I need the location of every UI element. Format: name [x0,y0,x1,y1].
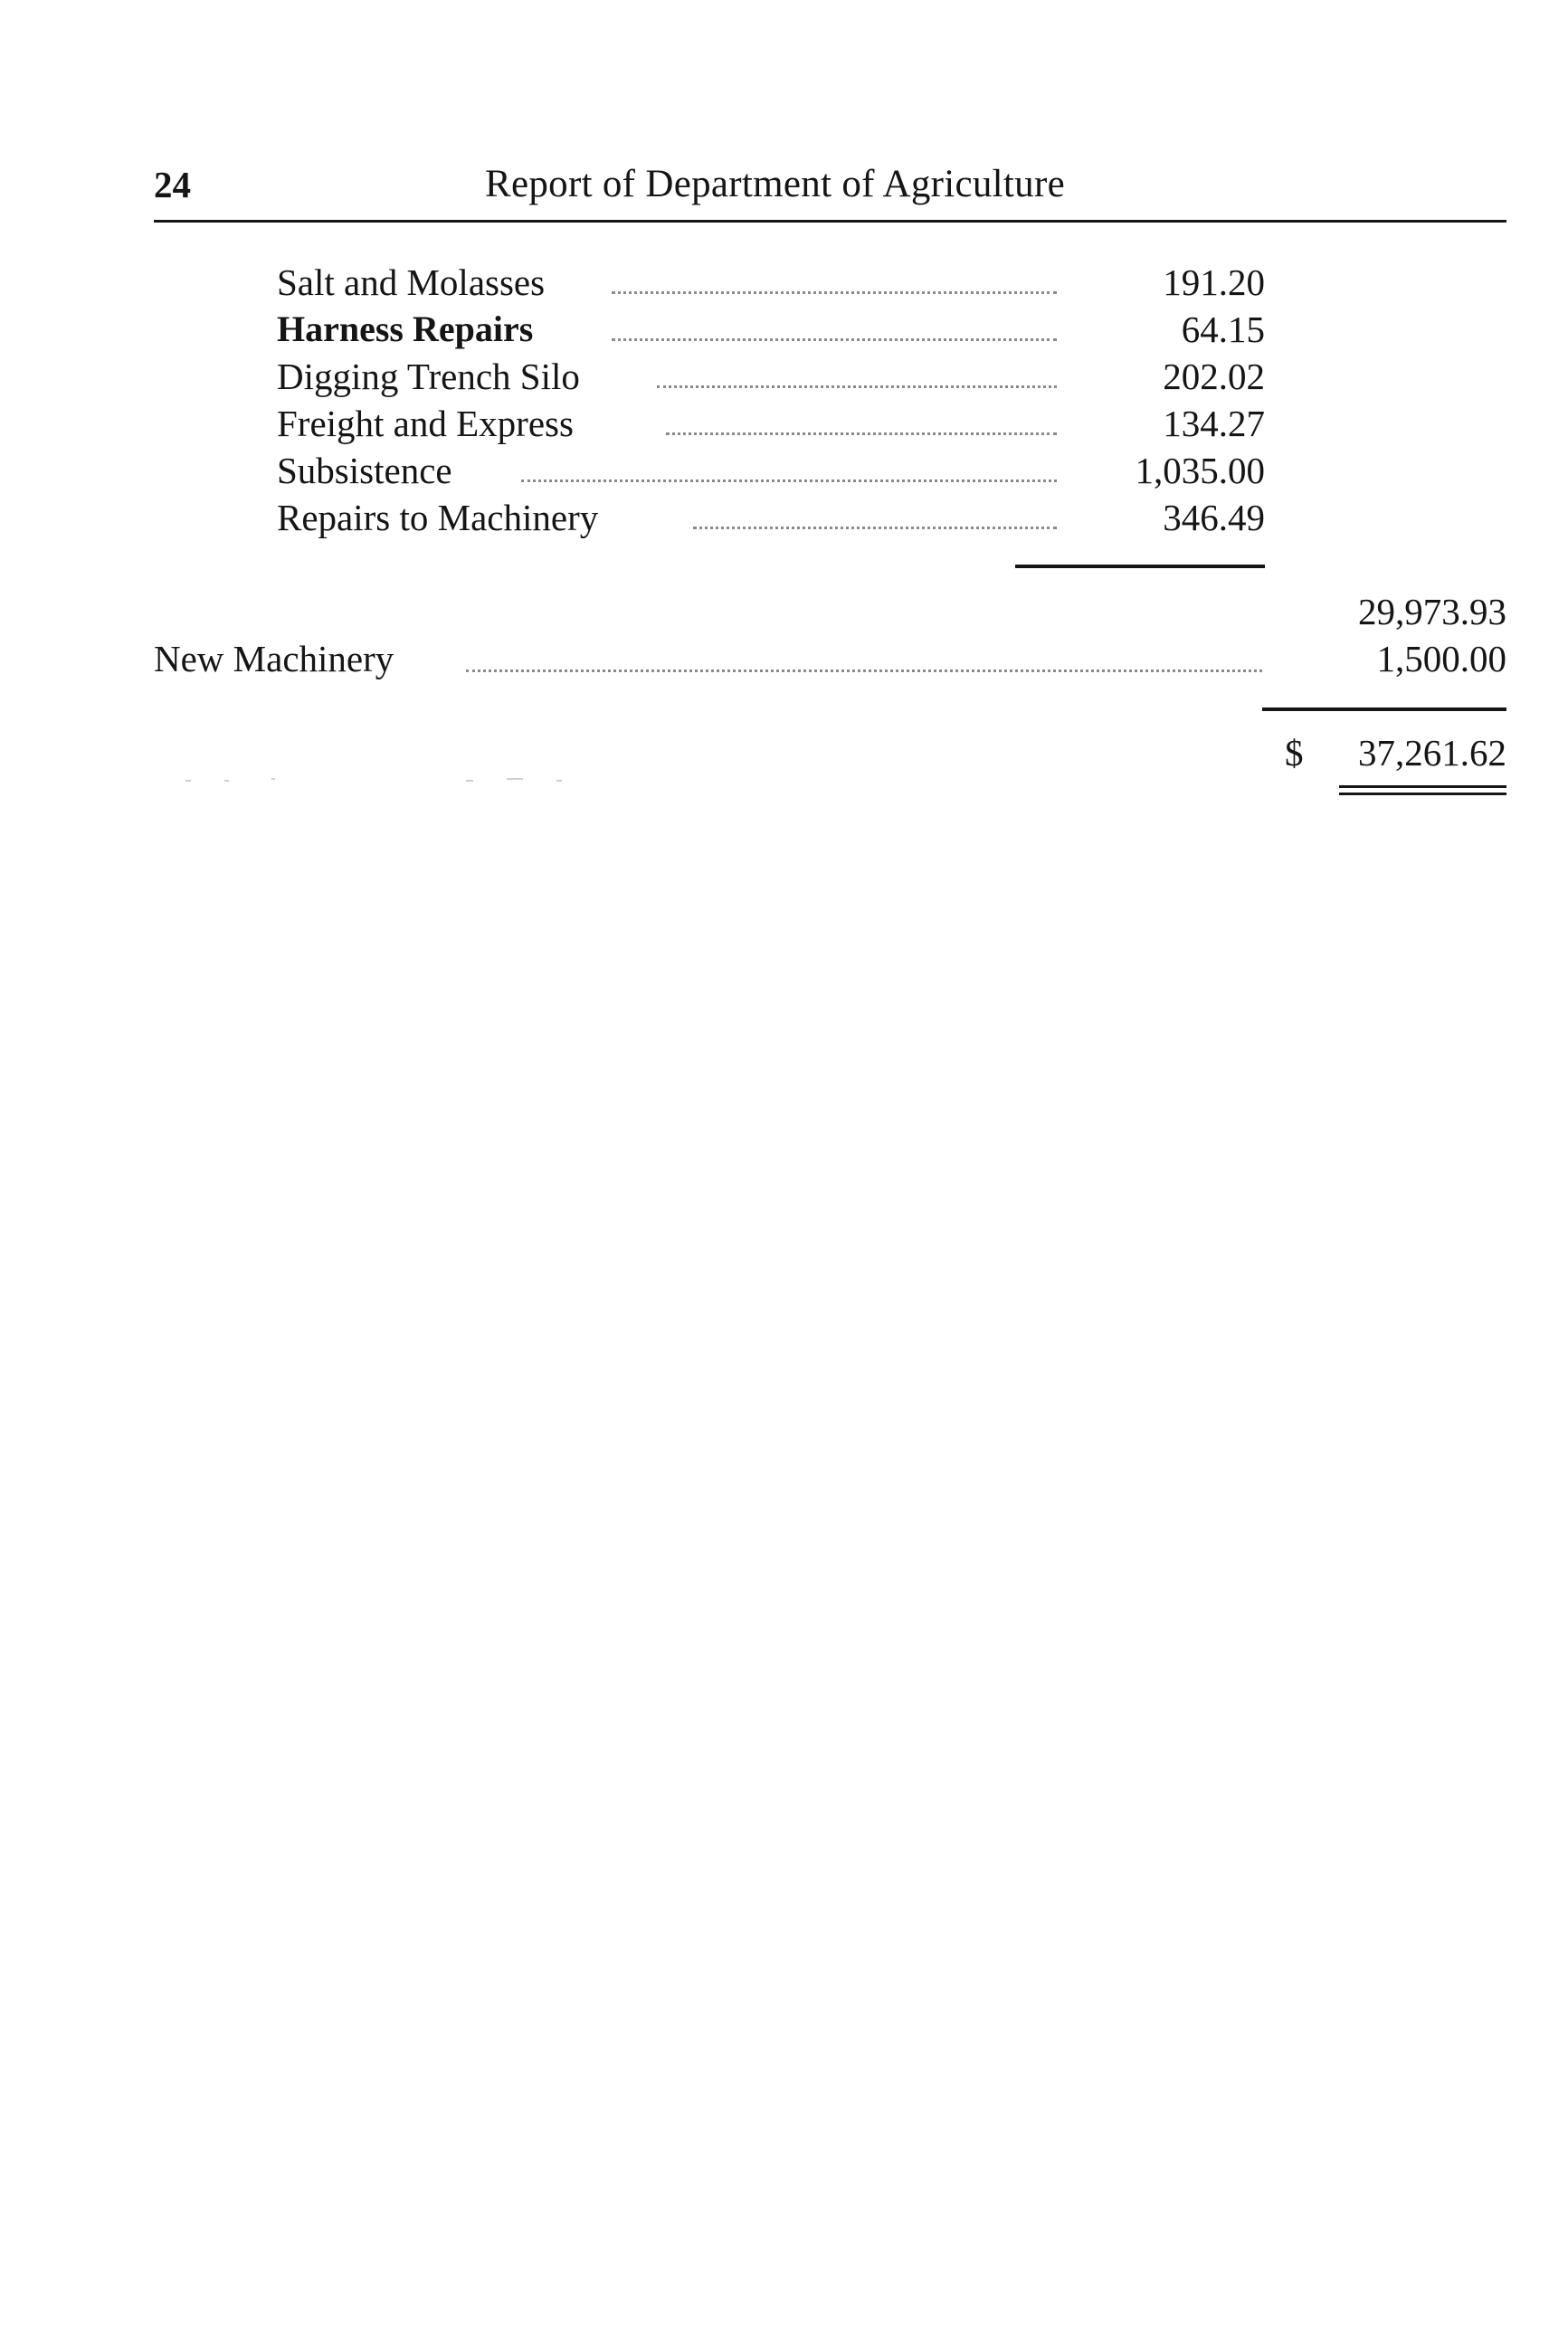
dot-leader [657,385,1057,388]
subtotal-rule [1015,565,1265,568]
running-head-title: Report of Department of Agriculture [485,163,1065,205]
expense-label: Digging Trench Silo [277,353,589,400]
grand-total-double-rule-top [1339,785,1506,788]
dot-leader [666,432,1057,435]
scan-speck [556,780,562,782]
dot-leader [612,338,1057,341]
subtotal-amount: 29,973.93 [1358,591,1506,632]
expense-row-digging-trench-silo [277,353,1265,400]
scan-speck [466,780,473,782]
expense-row-freight-express [277,400,1265,447]
expense-row-subsistence [277,447,1265,494]
expense-label: Salt and Molasses [277,259,554,306]
scan-speck [224,780,229,782]
expense-label: Freight and Express [277,400,583,447]
new-machinery-label: New Machinery [154,635,403,682]
expense-amount: 1,035.00 [1135,450,1265,491]
new-machinery-row [154,635,1506,682]
scan-speck [271,778,275,780]
scan-speck [185,780,191,782]
expense-label: Repairs to Machinery [277,494,607,541]
expense-amount: 134.27 [1163,403,1265,444]
expense-amount: 191.20 [1163,261,1265,303]
total-rule [1262,707,1506,711]
new-machinery-amount: 1,500.00 [1376,638,1506,679]
dot-leader [612,291,1057,294]
expense-amount: 64.15 [1181,309,1265,350]
expense-row-harness-repairs [277,306,1265,353]
expense-label: Subsistence [277,447,461,494]
header-rule [154,220,1506,223]
expense-row-salt-molasses [277,259,1265,306]
scan-speck [507,778,523,780]
expense-label: Harness Repairs [277,306,542,353]
grand-total-amount: 37,261.62 [1358,732,1506,774]
expense-amount: 202.02 [1163,356,1265,397]
expense-amount: 346.49 [1163,497,1265,538]
dot-leader [693,527,1057,529]
currency-sign: $ [1285,732,1304,774]
grand-total-double-rule-bottom [1339,793,1506,795]
dot-leader [466,669,1262,672]
page-number: 24 [154,164,191,205]
expense-row-repairs-machinery [277,494,1265,541]
dot-leader [521,479,1057,482]
